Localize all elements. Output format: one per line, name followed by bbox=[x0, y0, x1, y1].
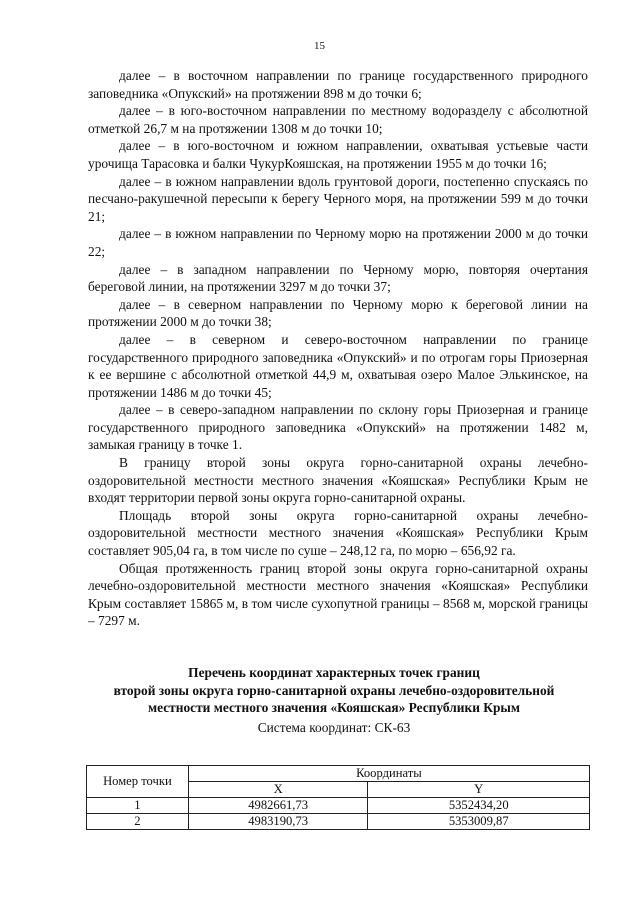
coordinates-heading bbox=[60, 664, 608, 717]
header-point-number: Номер точки bbox=[87, 766, 189, 798]
paragraph: Общая протяженность границ второй зоны округа горно-санитарной охраны лечебно-оздоровительной местности местного значения «Кояшская» Республики Крым составляет 15865 м, в том числе сухопутной границы – 8568 м, морской границы – 7297 м. bbox=[88, 560, 588, 629]
y-cell: 5353009,87 bbox=[368, 814, 590, 830]
point-number-cell: 1 bbox=[87, 798, 189, 814]
paragraph: далее – в восточном направлении по границе государственного природного заповедника «Опукский» на протяжении 898 м до точки 6; bbox=[88, 68, 588, 101]
x-cell: 4982661,73 bbox=[188, 798, 368, 814]
point-number-cell: 2 bbox=[87, 814, 189, 830]
paragraph: далее – в южном направлении по Черному морю на протяжении 2000 м до точки 22; bbox=[88, 226, 588, 259]
page-number: 15 bbox=[314, 40, 325, 52]
x-cell: 4983190,73 bbox=[188, 814, 368, 830]
table-header-row bbox=[87, 766, 590, 782]
heading-line: второй зоны округа горно-санитарной охраны лечебно-оздоровительной bbox=[113, 682, 555, 698]
coordinates-table bbox=[86, 765, 590, 830]
paragraph: далее – в юго-восточном направлении по местному водоразделу с абсолютной отметкой 26,7 м на протяжении 1308 м до точки 10; bbox=[88, 103, 588, 136]
header-coordinates: Координаты bbox=[188, 766, 589, 782]
heading-line: местности местного значения «Кояшская» Республики Крым bbox=[147, 700, 521, 716]
paragraph: далее – в северном и северо-восточном направлении по границе государственного природного заповедника «Опукский» и по отрогам горы Приозерная к ее вершине с абсолютной отметкой 44,9 м, охватывая озеро Малое Элькинское, на протяжении 1486 м до точки 45; bbox=[88, 331, 588, 400]
boundary-description bbox=[88, 67, 588, 630]
table-row bbox=[87, 798, 590, 814]
paragraph: В границу второй зоны округа горно-санитарной охраны лечебно-оздоровительной местности местного значения «Кояшская» Республики Крым не входят территории первой зоны округа горно-санитарной охраны. bbox=[88, 455, 588, 506]
paragraph: далее – в западном направлении по Черному морю, повторяя очертания береговой линии, на протяжении 3297 м до точки 37; bbox=[88, 261, 588, 295]
y-cell: 5352434,20 bbox=[368, 798, 590, 814]
paragraph: Площадь второй зоны округа горно-санитарной охраны лечебно-оздоровительной местности местного значения «Кояшская» Республики Крым составляет 905,04 га, в том числе по суше – 248,12 га, по морю – 656,92 га. bbox=[88, 507, 588, 559]
paragraph: далее – в северо-западном направлении по склону горы Приозерная и границе государственного природного заповедника «Опукский» на протяжении 1482 м, замыкая границу в точке 1. bbox=[88, 402, 588, 453]
table-row bbox=[87, 814, 590, 830]
coordinate-system: Система координат: СК-63 bbox=[257, 720, 411, 735]
heading-line: Перечень координат характерных точек границ bbox=[188, 665, 480, 680]
header-x: X bbox=[188, 782, 368, 798]
paragraph: далее – в южном направлении вдоль грунтовой дороги, постепенно спускаясь по песчано-ракушечной пересыпи к берегу Черного моря, на протяжении 599 м до точки 21; bbox=[88, 173, 588, 224]
paragraph: далее – в юго-восточном и южном направлении, охватывая устьевые части урочища Тарасовка и балки ЧукурКояшская, на протяжении 1955 м до точки 16; bbox=[88, 138, 588, 171]
header-y: Y bbox=[368, 782, 590, 798]
paragraph: далее – в северном направлении по Черному морю к береговой линии на протяжении 2000 м до точки 38; bbox=[88, 296, 588, 330]
